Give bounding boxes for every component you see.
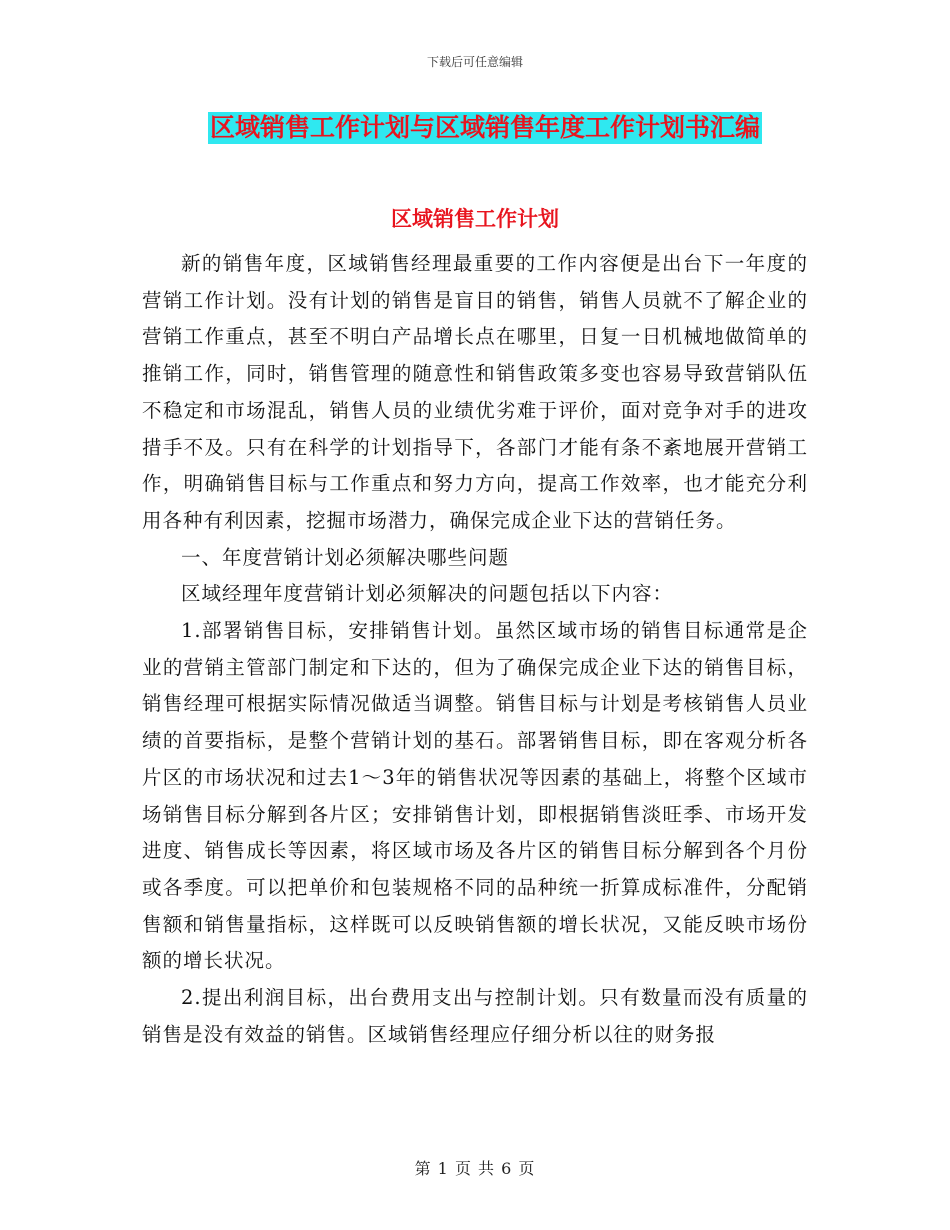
paragraph-item-1: 1.部署销售目标，安排销售计划。虽然区域市场的销售目标通常是企业的营销主管部门制定和下达的，但为了确保完成企业下达的销售目标，销售经理可根据实际情况做适当调整。销售目标与计划是考核销售人员业绩的首要指标，是整个营销计划的基石。部署销售目标，即在客观分析各片区的市场状况和过去1～3年的销售状况等因素的基础上，将整个区域市场销售目标分解到各片区；安排销售计划，即根据销售淡旺季、市场开发进度、销售成长等因素，将区域市场及各片区的销售目标分解到各个月份或各季度。可以把单价和包装规格不同的品种统一折算成标准件，分配销售额和销售量指标，这样既可以反映销售额的增长状况，又能反映市场份额的增长状况。 (142, 619, 808, 973)
paragraph-heading-1: 一、年度营销计划必须解决哪些问题 (181, 545, 510, 569)
header-note: 下载后可任意编辑 (426, 55, 523, 69)
document-title: 区域销售工作计划与区域销售年度工作计划书汇编 (210, 113, 761, 142)
paragraph-item-2: 2.提出利润目标，出台费用支出与控制计划。只有数量而没有质量的销售是没有效益的销售。区域销售经理应仔细分析以往的财务报 (142, 986, 808, 1046)
body-text (142, 246, 808, 1053)
paragraph-intro: 新的销售年度，区域销售经理最重要的工作内容便是出台下一年度的营销工作计划。没有计划的销售是盲目的销售，销售人员就不了解企业的营销工作重点，甚至不明白产品增长点在哪里，日复一日机械地做简单的推销工作，同时，销售管理的随意性和销售政策多变也容易导致营销队伍不稳定和市场混乱，销售人员的业绩优劣难于评价，面对竞争对手的进攻措手不及。只有在科学的计划指导下，各部门才能有条不紊地展开营销工作，明确销售目标与工作重点和努力方向，提高工作效率，也才能充分利用各种有利因素，挖掘市场潜力，确保完成企业下达的营销任务。 (142, 252, 808, 532)
section-title: 区域销售工作计划 (391, 207, 559, 231)
page-footer: 第 1 页 共 6 页 (414, 1159, 536, 1178)
paragraph-lead: 区域经理年度营销计划必须解决的问题包括以下内容： (181, 582, 674, 606)
